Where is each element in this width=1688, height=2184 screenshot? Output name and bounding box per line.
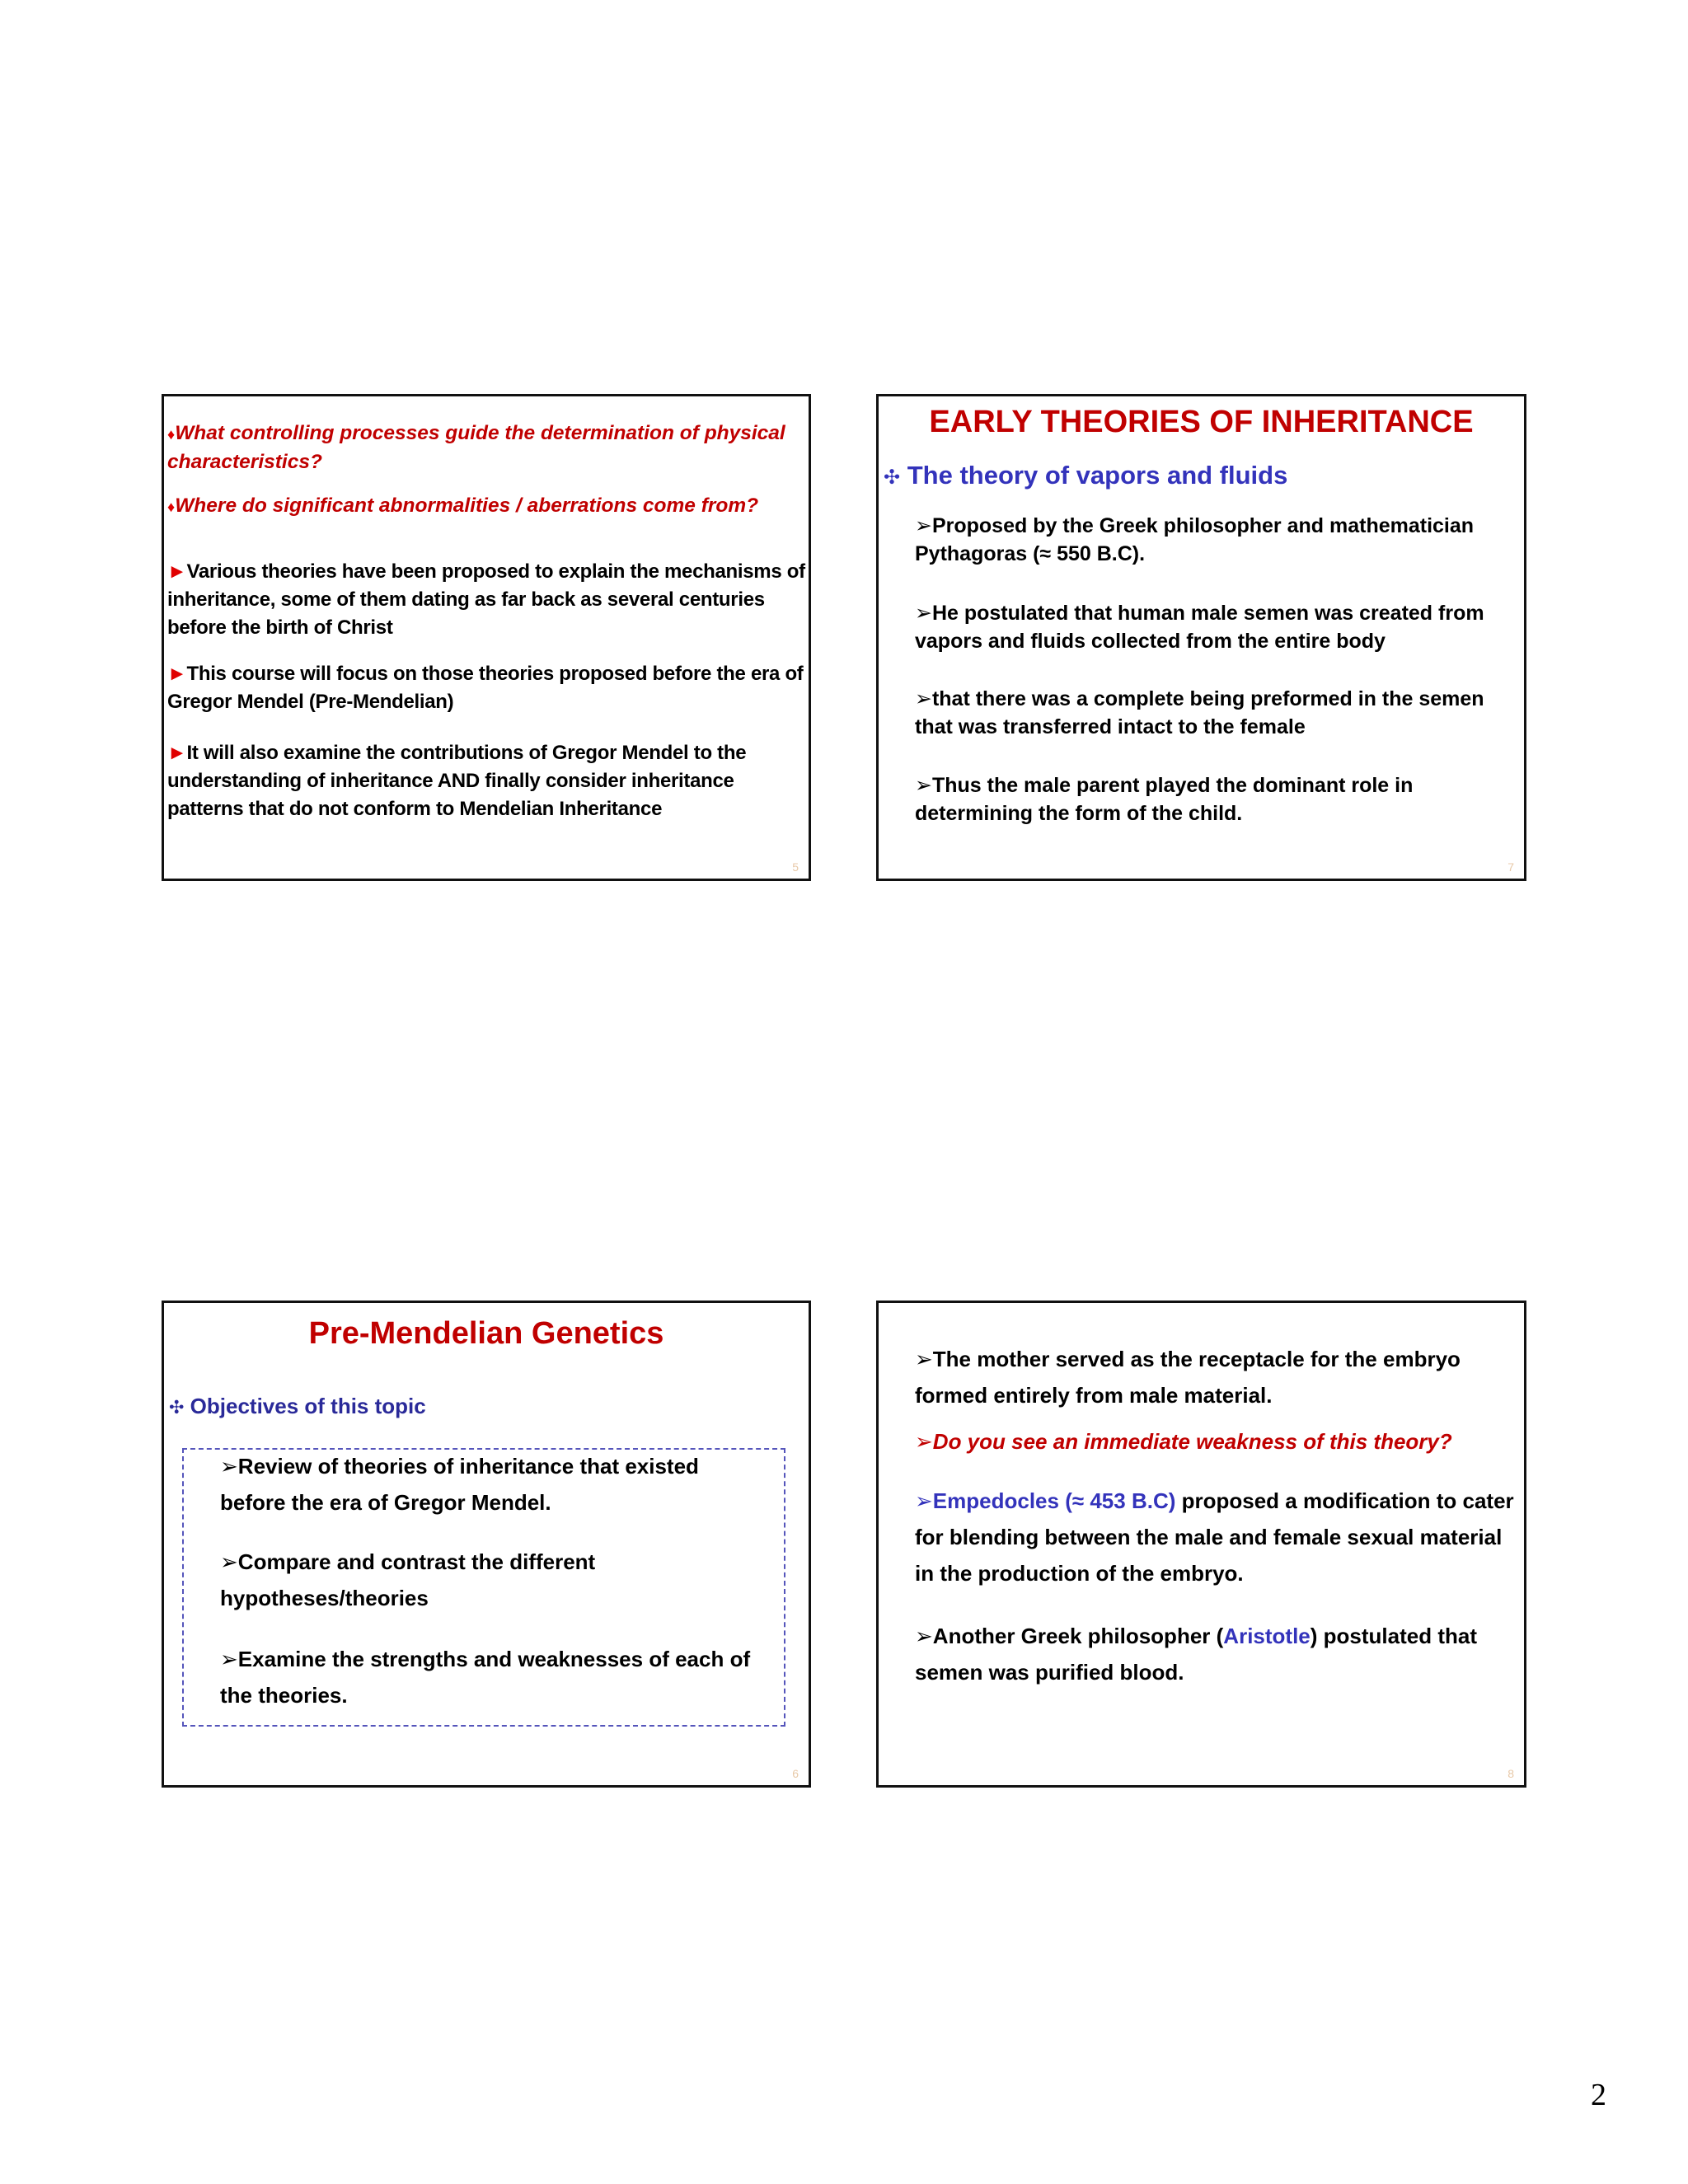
slide-5 <box>162 394 811 881</box>
point-1: ➢Proposed by the Greek philosopher and mathematician Pythagoras (≈ 550 B.C). <box>915 514 1475 565</box>
point-3: ➢that there was a complete being preformed in the semen that was transferred intact to the female <box>915 687 1484 738</box>
arrow-bullet-icon: ➢ <box>220 1454 238 1479</box>
triangle-bullet-icon: ► <box>167 742 187 764</box>
question-2: ♦Where do significant abnormalities / aberrations come from? <box>167 494 759 517</box>
slide-number: 7 <box>1507 860 1514 874</box>
arrow-bullet-icon: ➢ <box>915 1488 933 1513</box>
diamond-bullet-icon: ♦ <box>167 499 176 515</box>
triangle-bullet-icon: ► <box>167 560 187 583</box>
point-3: ➢Empedocles (≈ 453 B.C) proposed a modification to cater for blending between the male and female sexual material in the production of the embryo. <box>915 1488 1514 1586</box>
arrow-bullet-icon: ➢ <box>220 1549 238 1574</box>
slide-8 <box>876 1301 1526 1788</box>
point-2: ►This course will focus on those theories proposed before the era of Gregor Mendel (Pre-Mendelian) <box>167 663 804 713</box>
diamond-bullet-icon: ♦ <box>167 426 176 443</box>
weakness-question: ➢Do you see an immediate weakness of this theory? <box>915 1429 1452 1454</box>
point-1: ➢The mother served as the receptacle for the embryo formed entirely from male material. <box>915 1347 1461 1408</box>
arrow-bullet-icon: ➢ <box>915 774 932 797</box>
point-4: ➢Thus the male parent played the dominant role in determining the form of the child. <box>915 774 1414 825</box>
slide-7 <box>876 394 1526 881</box>
empedocles-highlight: Empedocles (≈ 453 B.C) <box>932 1488 1176 1513</box>
four-diamond-bullet-icon: ✣ <box>169 1397 185 1418</box>
arrow-bullet-icon: ➢ <box>915 1347 933 1371</box>
question-1: ♦What controlling processes guide the determination of physical characteristics? <box>167 422 785 473</box>
page-number: 2 <box>1591 2078 1606 2112</box>
point-1: ►Various theories have been proposed to explain the mechanisms of inheritance, some of them dating as far back as several centuries before the birth of Christ <box>167 560 805 639</box>
arrow-bullet-icon: ➢ <box>915 602 932 625</box>
slide-title: Pre-Mendelian Genetics <box>308 1316 664 1351</box>
aristotle-highlight: Aristotle <box>1223 1624 1311 1648</box>
slide-6 <box>162 1301 811 1788</box>
arrow-bullet-icon: ➢ <box>915 687 932 710</box>
point-2: ➢He postulated that human male semen was created from vapors and fluids collected from the entire body <box>915 602 1484 653</box>
triangle-bullet-icon: ► <box>167 663 187 685</box>
slide-number: 8 <box>1507 1767 1514 1780</box>
objective-3: ➢Examine the strengths and weaknesses of each of the theories. <box>220 1647 751 1708</box>
objective-1: ➢Review of theories of inheritance that existed before the era of Gregor Mendel. <box>220 1454 699 1515</box>
slide-title: EARLY THEORIES OF INHERITANCE <box>929 405 1474 439</box>
slide-number: 6 <box>792 1767 799 1780</box>
arrow-bullet-icon: ➢ <box>915 514 932 537</box>
slide-subtitle: ✣ Objectives of this topic <box>169 1394 426 1418</box>
slide-number: 5 <box>792 860 799 874</box>
arrow-bullet-icon: ➢ <box>220 1647 238 1671</box>
point-3: ►It will also examine the contributions of Gregor Mendel to the understanding of inheritance AND finally consider inheritance patterns that do not conform to Mendelian Inheritance <box>167 742 747 820</box>
four-diamond-bullet-icon: ✣ <box>884 466 901 489</box>
objective-2: ➢Compare and contrast the different hypotheses/theories <box>220 1549 596 1610</box>
arrow-bullet-icon: ➢ <box>915 1624 933 1648</box>
point-4: ➢Another Greek philosopher (Aristotle) postulated that semen was purified blood. <box>915 1624 1477 1685</box>
arrow-bullet-icon: ➢ <box>915 1429 933 1454</box>
slide-subtitle: ✣ The theory of vapors and fluids <box>884 461 1288 490</box>
